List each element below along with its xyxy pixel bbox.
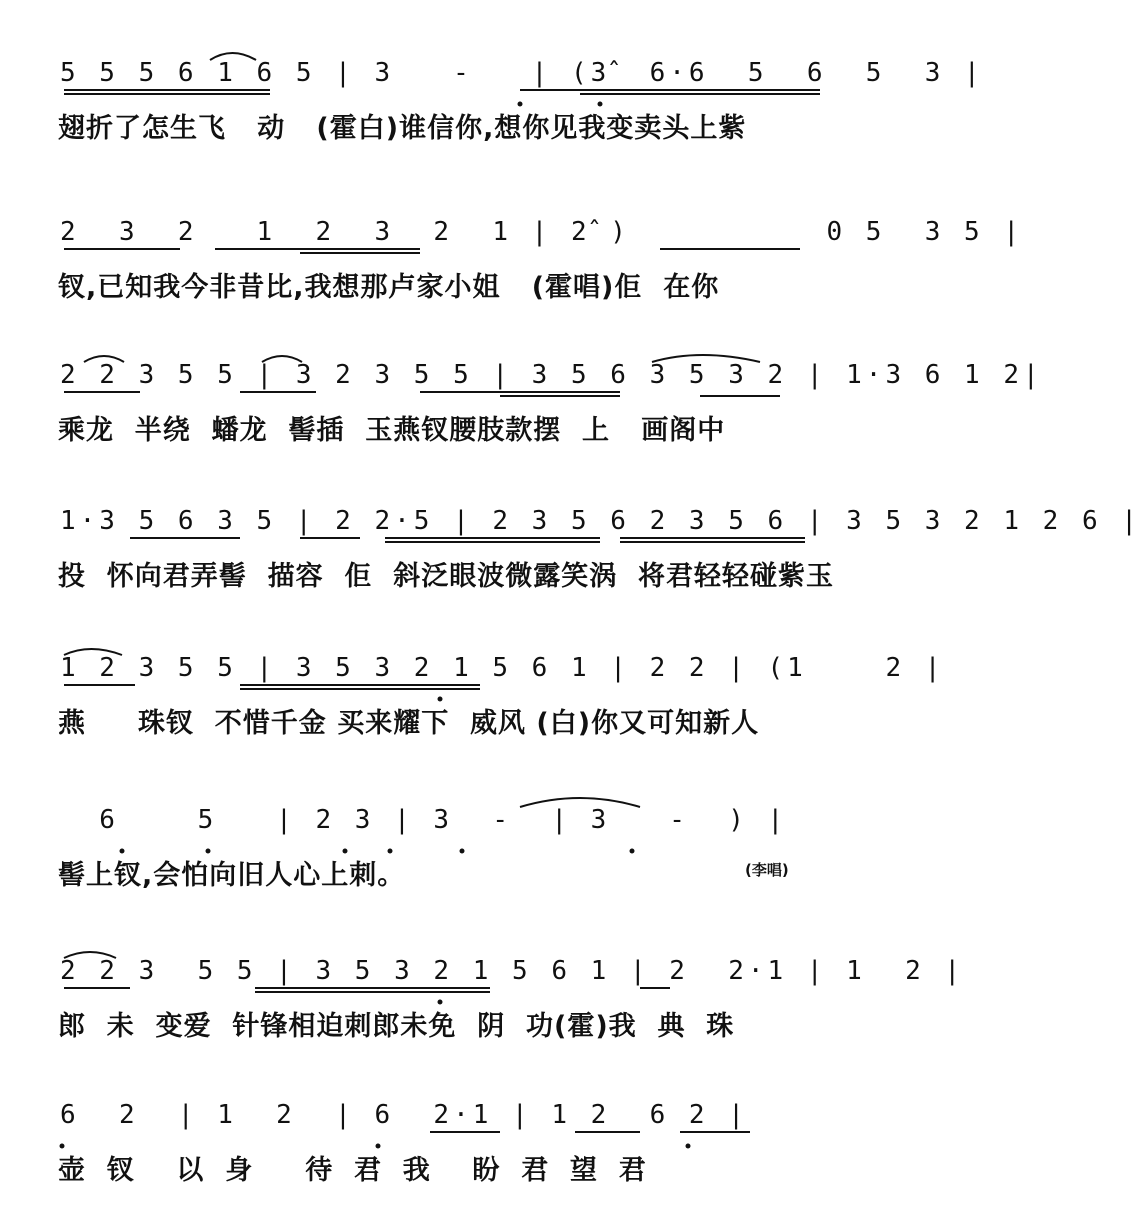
lyric-line: 壶 钗 以 身 待 君 我 盼 君 望 君: [58, 1155, 647, 1186]
score-system-6: [0, 795, 872, 915]
score-system-8: [0, 1090, 872, 1210]
lyric-line: 郎 未 变爱 针锋相迫刺郎未免 阴 功(霍)我 典 珠: [58, 1011, 735, 1042]
lyric-line: 髻上钗,会怕向旧人心上刺。: [58, 860, 406, 891]
performer-label: (李唱): [745, 861, 789, 879]
notation-line: 2 2 3 5 5 | 3 5 3 2 1 5 6 1 | 2 2·1 | 1 2 |: [60, 956, 965, 986]
score-system-2: [0, 207, 1024, 327]
notation-line: 6 5 | 2 3 | 3 - | 3 - ) |: [60, 805, 788, 835]
notation-line: 5 5 5 6 1 6 5 | 3 - | (3̂ 6·6 5 6 5 3 |: [60, 58, 984, 88]
score-system-1: [0, 48, 984, 168]
lyric-line: 乘龙 半绕 蟠龙 髻插 玉燕钗腰肢款摆 上 画阁中: [58, 415, 726, 446]
lyric-line: 翅折了怎生飞 动 (霍白)谁信你,想你见我变卖头上紫: [58, 113, 747, 144]
score-system-4: [0, 496, 1141, 616]
lyric-line: 投 怀向君弄髻 描容 佢 斜泛眼波微露笑涡 将君轻轻碰紫玉: [58, 561, 834, 592]
score-system-3: [0, 350, 1043, 470]
notation-line: 1·3 5 6 3 5 | 2 2·5 | 2 3 5 6 2 3 5 6 | 3 5 3 2 1 2 6 |: [60, 506, 1141, 536]
lyric-line: 燕 珠钗 不惜千金 买来耀下 威风 (白)你又可知新人: [58, 708, 760, 739]
lyric-line: 钗,已知我今非昔比,我想那卢家小姐 (霍唱)佢 在你: [58, 272, 720, 303]
notation-line: 2 3 2 1 2 3 2 1 | 2̂ ) 0 5 3 5 |: [60, 217, 1024, 247]
score-system-5: [0, 643, 945, 763]
notation-line: 1 2 3 5 5 | 3 5 3 2 1 5 6 1 | 2 2 | (1 2 |: [60, 653, 945, 683]
notation-line: 2 2 3 5 5 | 3 2 3 5 5 | 3 5 6 3 5 3 2 | 1·3 6 1 2|: [60, 360, 1043, 390]
score-system-7: [0, 946, 965, 1066]
notation-line: 6 2 | 1 2 | 6 2·1 | 1 2 6 2 |: [60, 1100, 748, 1130]
